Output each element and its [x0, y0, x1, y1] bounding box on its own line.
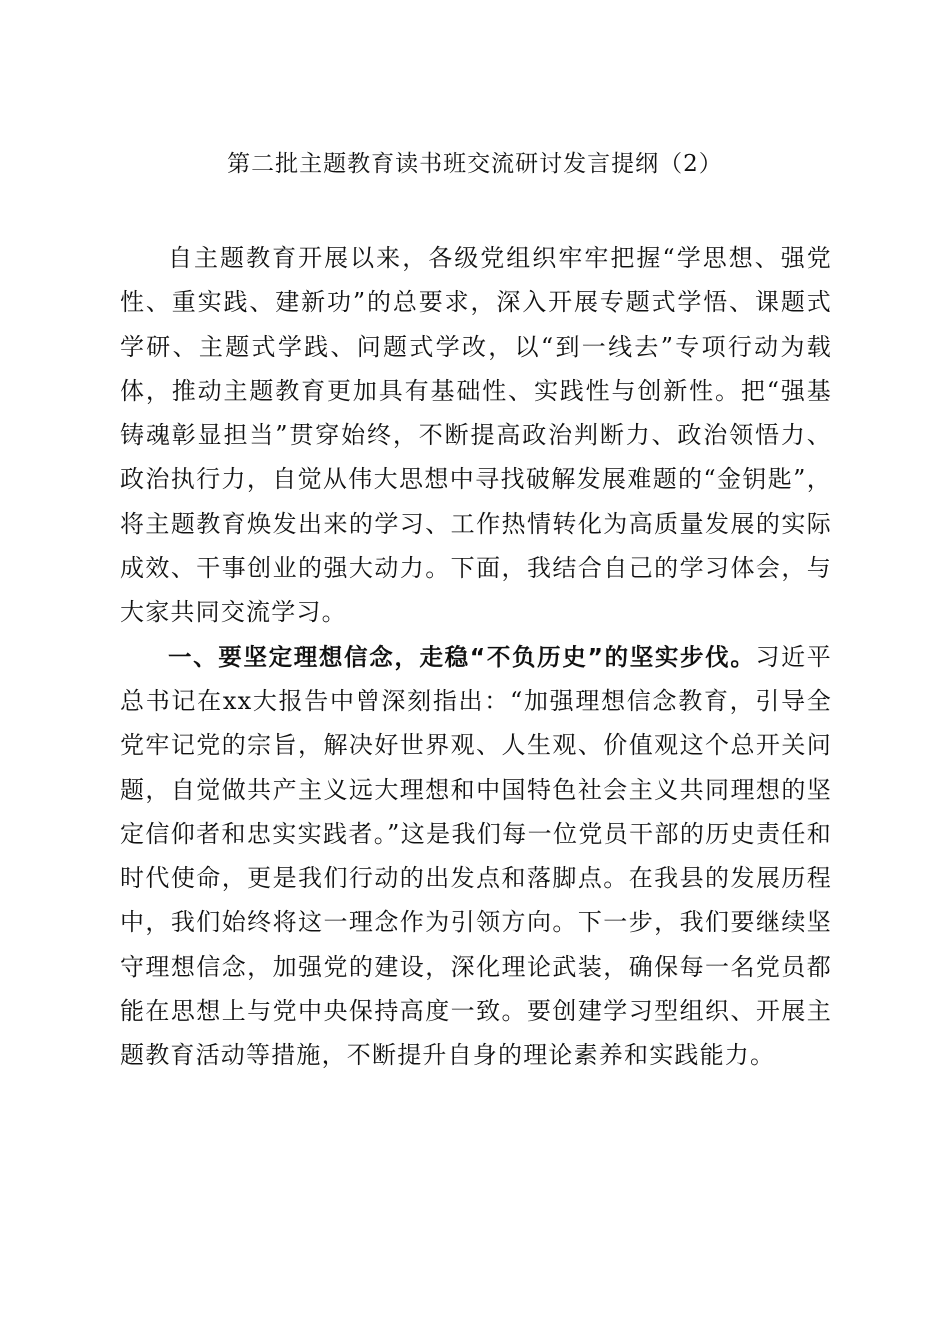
section-one-paragraph [120, 635, 832, 1078]
intro-paragraph-text: 自主题教育开展以来，各级党组织牢牢把握“学思想、强党性、重实践、建新功”的总要求，深入开展专题式学悟、课题式学研、主题式学践、问题式学改，以“到一线去”专项行动为载体，推动主题教育更加具有基础性、实践性与创新性。把“强基铸魂彰显担当”贯穿始终，不断提高政治判断力、政治领悟力、政治执行力，自觉从伟大思想中寻找破解发展难题的“金钥匙”，将主题教育焕发出来的学习、工作热情转化为高质量发展的实际成效、干事创业的强大动力。下面，我结合自己的学习体会，与大家共同交流学习。 [120, 244, 832, 627]
document-body [120, 236, 832, 1078]
intro-paragraph [120, 236, 832, 635]
document-title: 第二批主题教育读书班交流研讨发言提纲（2） [227, 151, 723, 177]
section-one-text: 习近平总书记在xx大报告中曾深刻指出：“加强理想信念教育，引导全党牢记党的宗旨，解决好世界观、人生观、价值观这个总开关问题，自觉做共产主义远大理想和中国特色社会主义共同理想的坚定信仰者和忠实实践者。”这是我们每一位党员干部的历史责任和时代使命，更是我们行动的出发点和落脚点。在我县的发展历程中，我们始终将这一理念作为引领方向。下一步，我们要继续坚守理想信念，加强党的建设，深化理论武装，确保每一名党员都能在思想上与党中央保持高度一致。要创建学习型组织、开展主题教育活动等措施，不断提升自身的理论素养和实践能力。 [120, 642, 832, 1070]
section-one-heading: 一、要坚定理想信念，走稳“不负历史”的坚实步伐。 [168, 642, 756, 671]
